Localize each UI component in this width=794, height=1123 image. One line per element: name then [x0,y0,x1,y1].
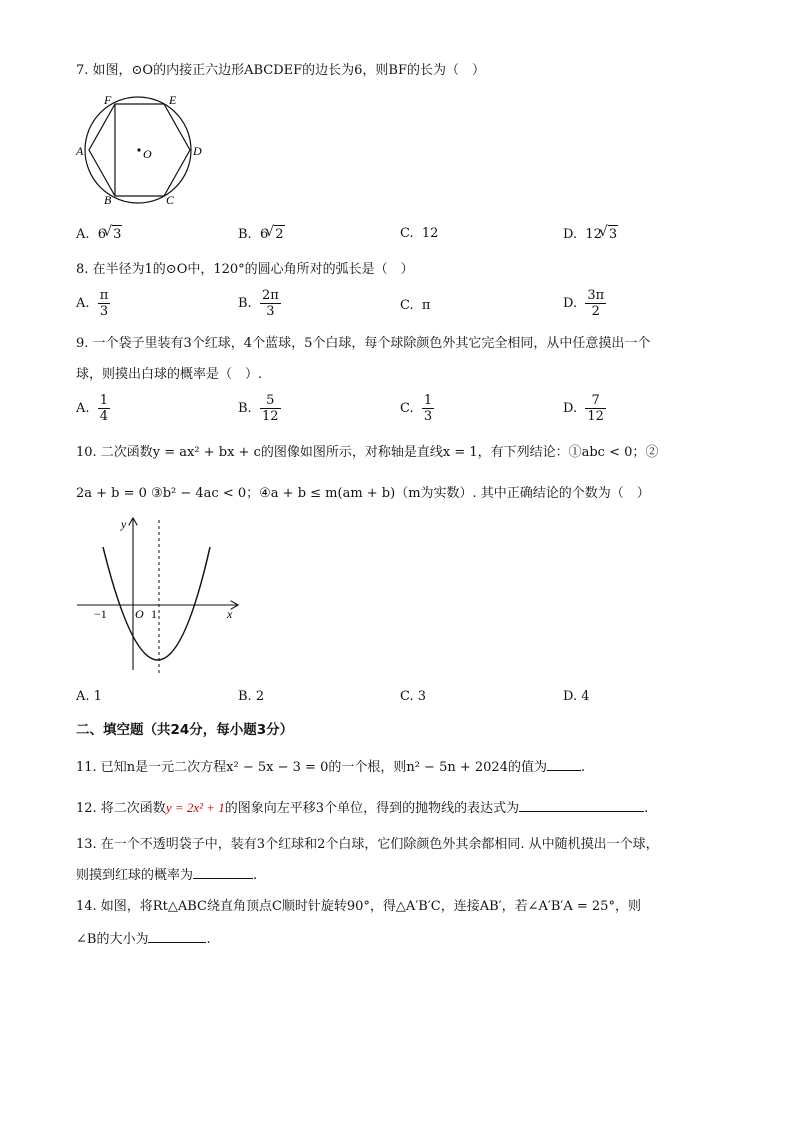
q10-option-b[interactable]: B. 2 [238,689,265,704]
label-a: A [76,144,84,158]
q8-stem: 8. 在半径为1的⊙O中，120°的圆心角所对的弧长是（ ） [76,262,414,277]
section-heading: 二、填空题（共24分，每小题3分） [76,722,294,738]
label-neg1: −1 [94,607,107,621]
label-y: y [121,517,127,531]
q7-option-a[interactable]: A. 6√ 3 [76,225,122,244]
label-c: C [166,193,175,207]
q10-stem-line2: 2a + b = 0 ③b² − 4ac < 0；④a + b ≤ m(am + b)（m为实数）. 其中正确结论的个数为（ ） [76,486,650,501]
q10-option-c[interactable]: C. 3 [400,689,427,704]
q7-stem: 7. 如图，⊙O的内接正六边形ABCDEF的边长为6，则BF的长为（ ） [76,63,485,78]
q14-stem-line2: ∠B的大小为 . [76,928,211,949]
label-x: x [227,607,233,621]
q9-option-c[interactable]: C. $\frac{1}{3}$ [400,393,433,424]
hexagon-figure [70,90,210,210]
q9-stem-line1: 9. 一个袋子里装有3个红球，4个蓝球，5个白球，每个球除颜色外其它完全相同，从中任意摸出一个 [76,336,651,351]
label-one: 1 [151,607,157,621]
label-f: F [104,93,112,107]
q8-option-a[interactable]: A. $\frac{\pi}{3}$ [76,288,109,319]
q8-option-d[interactable]: D. $\frac{3\pi}{2}$ [563,288,605,319]
q9-option-b[interactable]: B. $\frac{5}{12}$ [238,393,279,424]
parabola-curve [103,547,210,660]
q11-answer-blank[interactable] [547,756,581,771]
label-origin: O [135,607,144,621]
q9-stem-line2: 球，则摸出白球的概率是（ ）. [76,367,263,382]
parabola-graph [72,515,247,680]
q8-option-b[interactable]: B. $\frac{2\pi}{3}$ [238,288,279,319]
q12-answer-blank[interactable] [519,797,644,812]
q13-answer-blank[interactable] [193,864,253,879]
q9-option-d[interactable]: D. $\frac{7}{12}$ [563,393,604,424]
q12-function: y = 2x² + 1 [165,800,225,815]
q13-stem-line2: 则摸到红球的概率为 . [76,864,257,885]
q14-answer-blank[interactable] [148,928,206,943]
q12-stem: 12. 将二次函数y = 2x² + 1的图象向左平移3个单位，得到的抛物线的表达式为 . [76,797,648,818]
q9-option-a[interactable]: A. $\frac{1}{4}$ [76,393,109,424]
label-d: D [193,144,202,158]
q10-option-d[interactable]: D. 4 [563,689,590,704]
q14-stem-line1: 14. 如图，将Rt△ABC绕直角顶点C顺时针旋转90°，得△A′B′C，连接AB′，若∠A′B′A = 25°，则 [76,899,641,914]
q10-option-a[interactable]: A. 1 [76,689,102,704]
q7-option-b[interactable]: B. 6√ 2 [238,225,285,244]
q10-stem-line1: 10. 二次函数y = ax² + bx + c的图像如图所示，对称轴是直线x = 1，有下列结论：①abc < 0；② [76,445,659,460]
q13-stem-line1: 13. 在一个不透明袋子中，装有3个红球和2个白球，它们除颜色外其余都相同. 从中随机摸出一个球， [76,837,659,852]
center-dot [137,148,140,151]
q11-stem: 11. 已知n是一元二次方程x² − 5x − 3 = 0的一个根，则n² − 5n + 2024的值为 . [76,756,585,777]
label-b: B [104,193,112,207]
label-e: E [169,93,177,107]
q8-option-c[interactable]: C. π [400,298,431,313]
q7-option-c[interactable]: C. 12 [400,226,439,241]
label-o: O [143,147,152,161]
q7-option-d[interactable]: D. 12√ 3 [563,225,618,244]
